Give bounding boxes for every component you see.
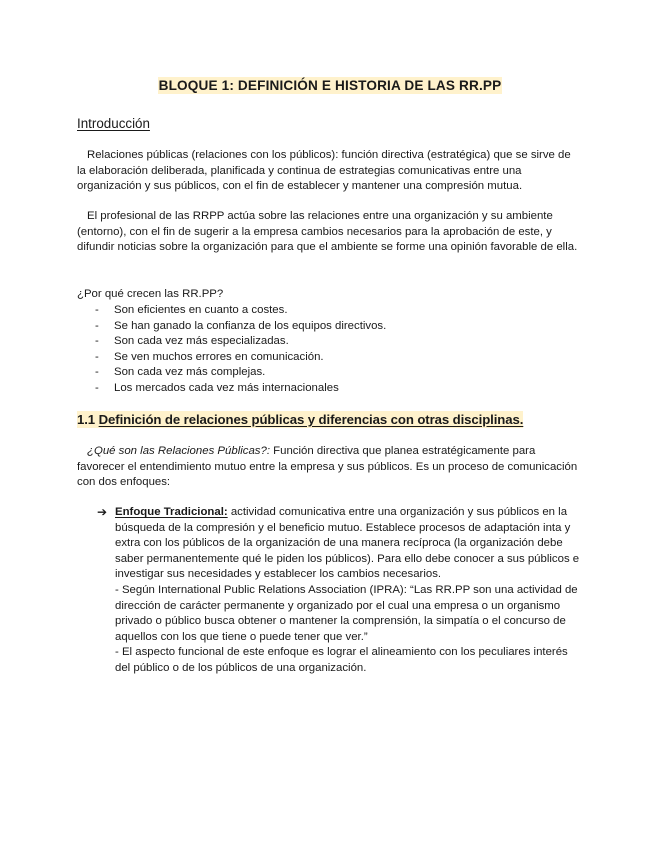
list-item	[77, 319, 386, 335]
enfoque-block	[77, 505, 583, 677]
paragraph-professional: El profesional de las RRPP actúa sobre las relaciones entre una organización y su ambiente (entorno), con el fin de sugerir a la empresa cambios necesarios para la aprobación de este, y difundir noticias sobre la organización para que el ambiente se forme una opinión favorable de ella.	[77, 210, 578, 254]
paragraph-rrpp-definition	[77, 444, 582, 491]
section-number: 1.1	[77, 412, 96, 427]
dash-bullet: -	[95, 381, 99, 394]
list-item	[77, 303, 386, 319]
enfoque-text: actividad comunicativa entre una organización y sus públicos en la búsqueda de la compresión y el beneficio mutuo. Establece procesos de adaptación inta y extra con los públicos de la organización de una manera recíproca (la organización debe saber permanentemente qué le piden los públicos). Para ello debe conocer a sus públicos e investigar sus necesidades y establecer los cambios necesarios.	[115, 506, 580, 581]
list-item-text: Son eficientes en cuanto a costes.	[114, 304, 288, 316]
document-title: BLOQUE 1: DEFINICIÓN E HISTORIA DE LAS RR.PP	[158, 78, 502, 93]
definition-text: Función directiva que planea estratégicamente para favorecer el entendimiento mutuo entre la empresa y sus públicos. Es un proceso de comunicación con dos enfoques:	[77, 445, 578, 489]
list-item	[77, 365, 386, 381]
title-container	[77, 77, 583, 96]
list-item	[77, 381, 386, 397]
funcional-paragraph: - El aspecto funcional de este enfoque es lograr el alineamiento con los peculiares interés del público o de los públicos de una organización.	[115, 646, 568, 674]
dash-bullet: -	[95, 366, 99, 379]
dash-bullet: -	[95, 335, 99, 348]
dash-bullet: -	[95, 319, 99, 332]
enfoque-paragraph	[115, 505, 583, 583]
list-item-text: Son cada vez más especializadas.	[114, 335, 289, 348]
list-item	[77, 350, 386, 366]
list-item-text: Los mercados cada vez más internacionales	[114, 381, 339, 394]
arrow-right-icon: ➔	[97, 505, 108, 519]
enfoque-label: Enfoque Tradicional:	[115, 506, 228, 518]
why-list	[77, 303, 386, 397]
enfoque-body	[115, 505, 583, 677]
list-item-text: Se han ganado la confianza de los equipos directivos.	[114, 319, 387, 332]
definition-question: ¿Qué son las Relaciones Públicas?:	[87, 445, 270, 457]
dash-bullet: -	[95, 350, 99, 363]
section-title: Definición de relaciones públicas y diferencias con otras disciplinas.	[98, 412, 524, 427]
list-item-text: Son cada vez más complejas.	[114, 366, 266, 379]
section-heading	[77, 411, 523, 428]
intro-heading: Introducción	[77, 116, 150, 131]
list-item	[77, 334, 386, 350]
dash-bullet: -	[95, 304, 99, 316]
list-item-text: Se ven muchos errores en comunicación.	[114, 350, 324, 363]
paragraph-definition: Relaciones públicas (relaciones con los públicos): función directiva (estratégica) que se sirve de la elaboración deliberada, planificada y continua de estrategias comunicativas entre una organización y sus públicos, con el fin de establecer y mantener una compresión mutua.	[77, 149, 571, 193]
ipra-paragraph: - Según International Public Relations Association (IPRA): “Las RR.PP son una actividad de dirección de carácter permanente y organizado por el cual una empresa o un organismo privado o público busca obtener o mantener la comprensión, la simpatía o el concurso de aquellos con los que tiene o puede tener que ver.”	[115, 583, 578, 643]
why-question: ¿Por qué crecen las RR.PP?	[77, 288, 224, 300]
